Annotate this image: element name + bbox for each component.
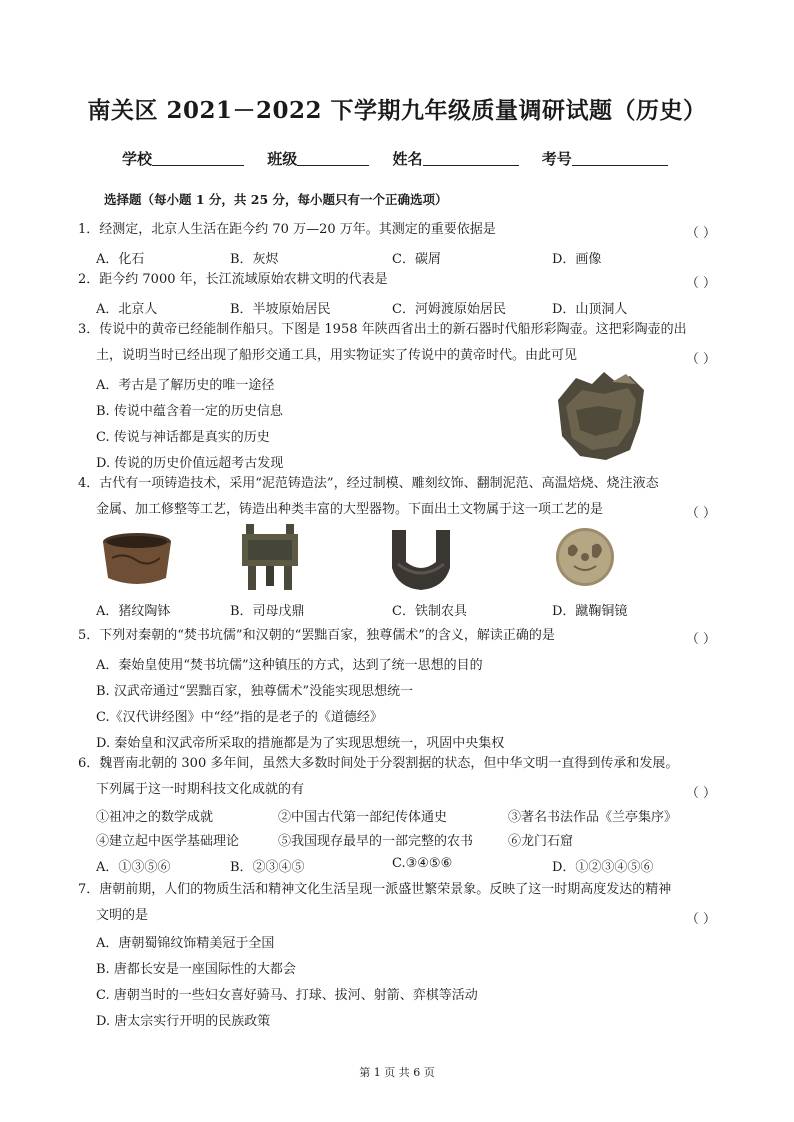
exam-no-field[interactable] bbox=[572, 150, 668, 166]
q3-option-a[interactable]: A．考古是了解历史的唯一途径 bbox=[96, 378, 275, 393]
class-label: 班级 bbox=[267, 150, 298, 168]
q7-option-c[interactable]: C. 唐朝当时的一些妇女喜好骑马、打球、拔河、射箭、弈棋等活动 bbox=[96, 988, 478, 1003]
q6-option-b[interactable]: B．②③④⑤ bbox=[230, 860, 305, 875]
name-label: 姓名 bbox=[392, 150, 423, 168]
q4-option-c[interactable]: C．铁制农具 bbox=[392, 604, 467, 619]
q2-option-a[interactable]: A．北京人 bbox=[96, 302, 158, 317]
q6-option-a[interactable]: A．①③⑤⑥ bbox=[96, 860, 171, 875]
q6-item-6: ⑥龙门石窟 bbox=[508, 834, 574, 849]
q6-item-4: ④建立起中医学基础理论 bbox=[96, 834, 240, 849]
page-title: 南关区 2021－2022 下学期九年级质量调研试题（历史） bbox=[87, 97, 707, 124]
q2-stem: 2．距今约 7000 年，长江流域原始农耕文明的代表是 bbox=[78, 272, 388, 287]
q4-option-a[interactable]: A．猪纹陶钵 bbox=[96, 604, 171, 619]
q6-stem-line1: 6．魏晋南北朝的 300 多年间，虽然大多数时间处于分裂割据的状态，但中华文明一直得到传承和发展。 bbox=[78, 756, 679, 771]
q5-option-c[interactable]: C.《汉代讲经图》中“经”指的是老子的《道德经》 bbox=[96, 710, 383, 725]
q1-option-b[interactable]: B．灰烬 bbox=[230, 252, 279, 267]
q7-stem-line2: 文明的是 bbox=[96, 908, 149, 923]
section-heading: 选择题（每小题 1 分，共 25 分，每小题只有一个正确选项） bbox=[104, 192, 448, 207]
q6-item-2: ②中国古代第一部纪传体通史 bbox=[278, 810, 448, 825]
exam-no-label: 考号 bbox=[541, 150, 572, 168]
q4-answer-paren[interactable]: （ ） bbox=[685, 506, 716, 521]
q6-stem-line2: 下列属于这一时期科技文化成就的有 bbox=[96, 782, 305, 797]
class-field[interactable] bbox=[297, 150, 369, 166]
school-label: 学校 bbox=[122, 150, 153, 168]
q5-option-d[interactable]: D. 秦始皇和汉武帝所采取的措施都是为了实现思想统一，巩固中央集权 bbox=[96, 736, 505, 751]
q2-option-b[interactable]: B．半坡原始居民 bbox=[230, 302, 331, 317]
q6-item-3: ③著名书法作品《兰亭集序》 bbox=[508, 810, 678, 825]
pig-pattern-pottery-bowl-image bbox=[100, 530, 174, 588]
q5-option-a[interactable]: A．秦始皇使用“焚书坑儒”这种镇压的方式，达到了统一思想的目的 bbox=[96, 658, 483, 673]
page-footer: 第 1 页 共 6 页 bbox=[359, 1066, 435, 1079]
q7-option-b[interactable]: B. 唐都长安是一座国际性的大都会 bbox=[96, 962, 296, 977]
q2-option-c[interactable]: C．河姆渡原始居民 bbox=[392, 302, 506, 317]
q7-option-d[interactable]: D. 唐太宗实行开明的民族政策 bbox=[96, 1014, 271, 1029]
q5-answer-paren[interactable]: （ ） bbox=[685, 632, 716, 647]
q4-stem-line1: 4．古代有一项铸造技术，采用“泥范铸造法”，经过制模、雕刻纹饰、翻制泥范、高温焙烧、烧注液态 bbox=[78, 476, 659, 491]
q6-option-d[interactable]: D．①②③④⑤⑥ bbox=[552, 860, 654, 875]
q1-answer-paren[interactable]: （ ） bbox=[685, 226, 716, 241]
q4-stem-line2: 金属、加工修整等工艺，铸造出种类丰富的大型器物。下面出土文物属于这一项工艺的是 bbox=[96, 502, 604, 517]
q2-answer-paren[interactable]: （ ） bbox=[685, 276, 716, 291]
simuwu-ding-image bbox=[240, 522, 300, 592]
q4-option-d[interactable]: D．蹴鞠铜镜 bbox=[552, 604, 628, 619]
q6-option-c[interactable]: C.③④⑤⑥ bbox=[392, 856, 453, 871]
q1-option-d[interactable]: D．画像 bbox=[552, 252, 602, 267]
q7-option-a[interactable]: A．唐朝蜀锦纹饰精美冠于全国 bbox=[96, 936, 275, 951]
q1-option-a[interactable]: A．化石 bbox=[96, 252, 145, 267]
q2-option-d[interactable]: D．山顶洞人 bbox=[552, 302, 628, 317]
name-field[interactable] bbox=[423, 150, 519, 166]
q3-stem-line1: 3．传说中的黄帝已经能制作船只。下图是 1958 年陕西省出土的新石器时代船形彩陶壶。这把彩陶壶的出 bbox=[78, 322, 687, 337]
q5-option-b[interactable]: B. 汉武帝通过“罢黜百家，独尊儒术”没能实现思想统一 bbox=[96, 684, 414, 699]
q7-answer-paren[interactable]: （ ） bbox=[685, 912, 716, 927]
q5-stem: 5．下列对秦朝的“焚书坑儒”和汉朝的“罢黜百家，独尊儒术”的含义，解读正确的是 bbox=[78, 628, 555, 643]
q1-option-c[interactable]: C．碳屑 bbox=[392, 252, 441, 267]
q4-option-b[interactable]: B．司母戊鼎 bbox=[230, 604, 305, 619]
q3-answer-paren[interactable]: （ ） bbox=[685, 352, 716, 367]
q6-item-1: ①祖冲之的数学成就 bbox=[96, 810, 214, 825]
cuju-bronze-mirror-image bbox=[554, 526, 616, 588]
q6-item-5: ⑤我国现存最早的一部完整的农书 bbox=[278, 834, 474, 849]
iron-farm-tool-image bbox=[388, 528, 454, 592]
q3-option-d[interactable]: D. 传说的历史价值远超考古发现 bbox=[96, 456, 284, 471]
boat-shaped-pottery-pot-image bbox=[552, 370, 648, 462]
q1-stem: 1．经测定，北京人生活在距今约 70 万—20 万年。其测定的重要依据是 bbox=[78, 222, 496, 237]
q3-stem-line2: 土，说明当时已经出现了船形交通工具，用实物证实了传说中的黄帝时代。由此可见 bbox=[96, 348, 578, 363]
q7-stem-line1: 7．唐朝前期，人们的物质生活和精神文化生活呈现一派盛世繁荣景象。反映了这一时期高度发达的精神 bbox=[78, 882, 672, 897]
q3-option-b[interactable]: B. 传说中蕴含着一定的历史信息 bbox=[96, 404, 283, 419]
q6-answer-paren[interactable]: （ ） bbox=[685, 786, 716, 801]
q3-option-c[interactable]: C. 传说与神话都是真实的历史 bbox=[96, 430, 270, 445]
school-field[interactable] bbox=[152, 150, 244, 166]
student-info-row bbox=[122, 148, 684, 169]
